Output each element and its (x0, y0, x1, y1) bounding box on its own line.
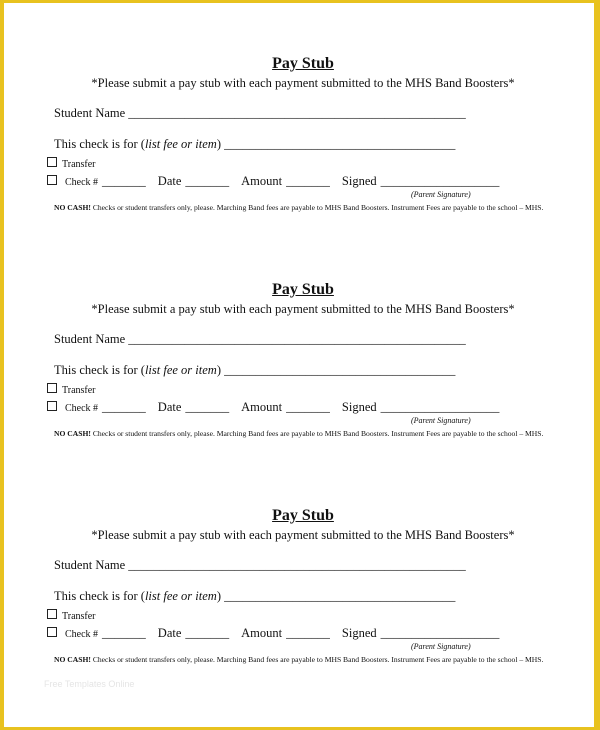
check-checkbox[interactable] (47, 401, 57, 411)
pay-stub-1 (4, 55, 594, 235)
payment-details-row (65, 398, 499, 416)
check-for-field[interactable]: _____________________________________ (224, 137, 456, 151)
date-field[interactable]: _______ (185, 400, 230, 414)
no-cash-text: Checks or student transfers only, please. Marching Band fees are payable to MHS Band Boosters. Instrument Fees are payable to the school – MHS. (90, 203, 544, 212)
amount-field[interactable]: _______ (286, 400, 330, 414)
check-for-prefix: This check is for ( (54, 363, 145, 377)
check-for-line (54, 137, 455, 152)
check-number-field[interactable]: _______ (102, 626, 146, 640)
date-label: Date (157, 174, 182, 188)
no-cash-bold: NO CASH! (54, 203, 91, 212)
check-for-italic: list fee or item (144, 363, 217, 377)
signature-field[interactable]: ___________________ (380, 400, 500, 414)
pay-stub-2 (4, 281, 594, 461)
pay-stub-3 (4, 507, 594, 687)
stub-title: Pay Stub (272, 55, 334, 72)
date-label: Date (157, 626, 182, 640)
parent-signature-caption: (Parent Signature) (411, 190, 471, 199)
no-cash-bold: NO CASH! (54, 429, 91, 438)
no-cash-text: Checks or student transfers only, please. Marching Band fees are payable to MHS Band Boosters. Instrument Fees are payable to the school – MHS. (90, 429, 544, 438)
check-checkbox[interactable] (47, 627, 57, 637)
signature-field[interactable]: ___________________ (380, 626, 500, 640)
signed-label: Signed (341, 174, 377, 188)
document-page (4, 3, 594, 727)
amount-label: Amount (241, 626, 283, 640)
payment-details-row (65, 172, 499, 190)
stub-subtitle: *Please submit a pay stub with each payment submitted to the MHS Band Boosters* (91, 76, 515, 90)
check-for-suffix: ) (216, 137, 221, 151)
student-name-label: Student Name (54, 332, 126, 346)
payment-details-row (65, 624, 499, 642)
check-number-label: Check # (65, 177, 99, 188)
transfer-checkbox[interactable] (47, 383, 57, 393)
check-for-suffix: ) (216, 363, 221, 377)
transfer-checkbox[interactable] (47, 609, 57, 619)
student-name-field[interactable]: ______________________________________________________ (128, 106, 466, 120)
no-cash-note (54, 654, 559, 665)
no-cash-bold: NO CASH! (54, 655, 91, 664)
signed-label: Signed (341, 400, 377, 414)
signed-label: Signed (341, 626, 377, 640)
amount-field[interactable]: _______ (286, 174, 330, 188)
student-name-field[interactable]: ______________________________________________________ (128, 332, 466, 346)
watermark: Free Templates Online (44, 679, 135, 689)
signature-field[interactable]: ___________________ (380, 174, 500, 188)
no-cash-text: Checks or student transfers only, please. Marching Band fees are payable to MHS Band Boosters. Instrument Fees are payable to the school – MHS. (90, 655, 544, 664)
check-for-line (54, 363, 455, 378)
date-label: Date (157, 400, 182, 414)
stub-title: Pay Stub (272, 507, 334, 524)
parent-signature-caption: (Parent Signature) (411, 416, 471, 425)
check-number-label: Check # (65, 629, 99, 640)
stub-title: Pay Stub (272, 281, 334, 298)
check-for-prefix: This check is for ( (54, 137, 145, 151)
transfer-checkbox[interactable] (47, 157, 57, 167)
student-name-label: Student Name (54, 558, 126, 572)
check-number-field[interactable]: _______ (102, 400, 146, 414)
transfer-label: Transfer (62, 159, 96, 170)
student-name-line (54, 106, 466, 121)
check-for-italic: list fee or item (144, 137, 217, 151)
stub-subtitle: *Please submit a pay stub with each payment submitted to the MHS Band Boosters* (91, 528, 515, 542)
date-field[interactable]: _______ (185, 626, 230, 640)
amount-label: Amount (241, 400, 283, 414)
check-for-suffix: ) (216, 589, 221, 603)
check-for-prefix: This check is for ( (54, 589, 145, 603)
check-for-field[interactable]: _____________________________________ (224, 363, 456, 377)
student-name-field[interactable]: ______________________________________________________ (128, 558, 466, 572)
amount-label: Amount (241, 174, 283, 188)
transfer-label: Transfer (62, 611, 96, 622)
check-number-field[interactable]: _______ (102, 174, 146, 188)
no-cash-note (54, 428, 559, 439)
check-number-label: Check # (65, 403, 99, 414)
date-field[interactable]: _______ (185, 174, 230, 188)
student-name-line (54, 558, 466, 573)
check-checkbox[interactable] (47, 175, 57, 185)
student-name-label: Student Name (54, 106, 126, 120)
check-for-italic: list fee or item (144, 589, 217, 603)
student-name-line (54, 332, 466, 347)
amount-field[interactable]: _______ (286, 626, 330, 640)
stub-subtitle: *Please submit a pay stub with each payment submitted to the MHS Band Boosters* (91, 302, 515, 316)
check-for-line (54, 589, 455, 604)
no-cash-note (54, 202, 559, 213)
transfer-label: Transfer (62, 385, 96, 396)
check-for-field[interactable]: _____________________________________ (224, 589, 456, 603)
parent-signature-caption: (Parent Signature) (411, 642, 471, 651)
